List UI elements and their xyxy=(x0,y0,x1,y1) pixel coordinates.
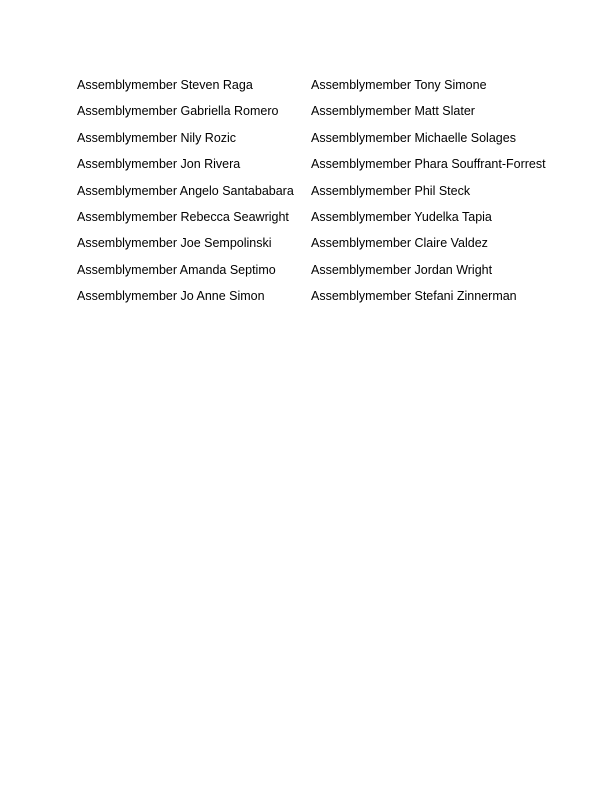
signatory-name: Assemblymember Joe Sempolinski xyxy=(77,236,272,251)
signatories-left-column xyxy=(77,77,294,315)
signatory-name: Assemblymember Stefani Zinnerman xyxy=(311,289,517,304)
signatory-name: Assemblymember Jordan Wright xyxy=(311,262,493,277)
signatory-name: Assemblymember Matt Slater xyxy=(311,104,475,119)
signatory-name: Assemblymember Phil Steck xyxy=(311,183,471,198)
signatories-right-column xyxy=(311,77,546,315)
signatory-name: Assemblymember Gabriella Romero xyxy=(77,104,279,119)
signatory-name: Assemblymember Phara Souffrant-Forrest xyxy=(311,157,546,172)
signatory-name: Assemblymember Michaelle Solages xyxy=(311,130,516,145)
signatory-name: Assemblymember Steven Raga xyxy=(77,78,253,92)
signatory-name: Assemblymember Yudelka Tapia xyxy=(311,209,492,224)
signatory-name: Assemblymember Amanda Septimo xyxy=(77,262,276,277)
signatory-name: Assemblymember Nily Rozic xyxy=(77,130,237,145)
signatory-name: Assemblymember Jo Anne Simon xyxy=(77,289,265,304)
signatory-name: Assemblymember Rebecca Seawright xyxy=(77,209,289,224)
signatory-name: Assemblymember Angelo Santababara xyxy=(77,183,294,198)
signatory-name: Assemblymember Tony Simone xyxy=(311,78,487,92)
signatory-name: Assemblymember Claire Valdez xyxy=(311,236,488,251)
signatory-name: Assemblymember Jon Rivera xyxy=(77,157,241,172)
